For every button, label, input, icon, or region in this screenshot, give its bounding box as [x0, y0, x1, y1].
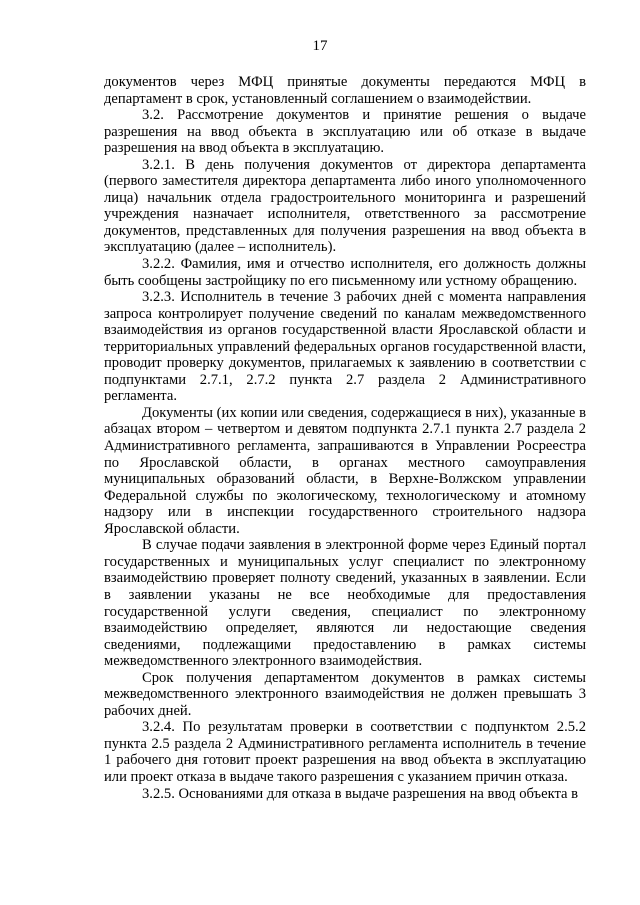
- paragraph-continuation: документов через МФЦ принятые документы передаются МФЦ в департамент в срок, установленный соглашением о взаимодействии.: [104, 74, 586, 107]
- paragraph-electronic-application: В случае подачи заявления в электронной форме через Единый портал государственных и муниципальных услуг специалист по электронному взаимодействию проверяет полноту сведений, указанных в заявлении. Если в заявлении указаны не все необходимые для предоставления государственной услуги сведения, специалист по электронному взаимодействию определяет, являются ли недостающие сведения сведениями, подлежащими предоставлению в рамках системы межведомственного электронного взаимодействия.: [104, 537, 586, 670]
- page-number: 17: [312, 38, 328, 54]
- paragraph-3-2-5: 3.2.5. Основаниями для отказа в выдаче разрешения на ввод объекта в: [142, 785, 579, 802]
- document-body: [104, 74, 586, 802]
- paragraph-3-2: 3.2. Рассмотрение документов и принятие решения о выдаче разрешения на ввод объекта в эксплуатацию или об отказе в выдаче разрешения на ввод объекта в эксплуатацию.: [104, 107, 586, 157]
- paragraph-documents: Документы (их копии или сведения, содержащиеся в них), указанные в абзацах втором – четвертом и девятом подпункта 2.7.1 пункта 2.7 раздела 2 Административного регламента, запрашиваются в Управлении Росреестра по Ярославской области, в органах местного самоуправления муниципальных образований области, в Верхне-Волжском управлении Федеральной службы по экологическому, технологическому и атомному надзору или в инспекции государственного строительного надзора Ярославской области.: [104, 404, 586, 537]
- paragraph-3-2-4: 3.2.4. По результатам проверки в соответствии с подпунктом 2.5.2 пункта 2.5 раздела 2 Административного регламента исполнитель в течение 1 рабочего дня готовит проект разрешения на ввод объекта в эксплуатацию или проект отказа в выдаче такого разрешения с указанием причин отказа.: [104, 719, 586, 785]
- paragraph-3-2-1: 3.2.1. В день получения документов от директора департамента (первого заместителя директора департамента либо иного уполномоченного лица) начальник отдела градостроительного мониторинга и разрешений учреждения назначает исполнителя, ответственного за рассмотрение документов, представленных для получения разрешения на ввод объекта в эксплуатацию (далее – исполнитель).: [104, 156, 586, 256]
- paragraph-deadline: Срок получения департаментом документов в рамках системы межведомственного электронного взаимодействия не должен превышать 3 рабочих дней.: [104, 669, 586, 719]
- paragraph-3-2-3: 3.2.3. Исполнитель в течение 3 рабочих дней с момента направления запроса контролирует получение сведений по каналам межведомственного взаимодействия из органов государственной власти Ярославской области и территориальных управлений федеральных органов государственной власти, проводит проверку документов, прилагаемых к заявлению в соответствии с подпунктами 2.7.1, 2.7.2 пункта 2.7 раздела 2 Административного регламента.: [104, 289, 586, 405]
- paragraph-3-2-2: 3.2.2. Фамилия, имя и отчество исполнителя, его должность должны быть сообщены застройщику по его письменному или устному обращению.: [104, 256, 586, 289]
